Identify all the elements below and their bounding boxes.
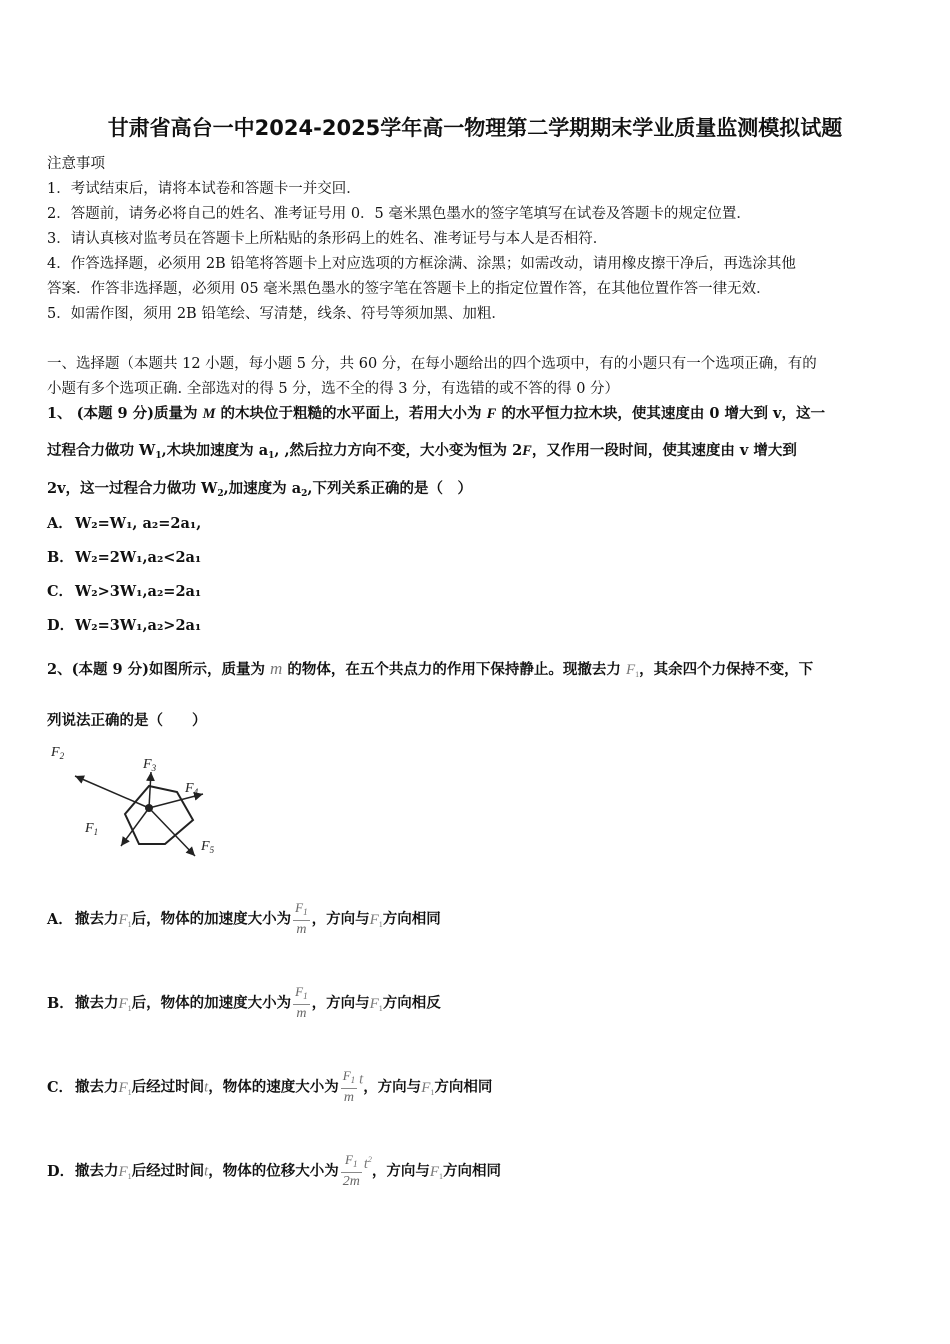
page-title: 甘肃省高台一中2024-2025学年高一物理第二学期期末学业质量监测模拟试题 — [107, 116, 843, 140]
option-text: 后经过时间 — [131, 1078, 205, 1096]
f4-label: $F_4$ — [185, 781, 199, 797]
notice-item: 5．如需作图，须用 2B 铅笔绘、写清楚，线条、符号等须加黑、加粗． — [47, 306, 506, 322]
option-text: ，物体的位移大小为 — [208, 1162, 339, 1180]
fraction-f1-over-2m: $\frac{F_1}{2m}$ — [342, 1152, 360, 1189]
q2-option-a[interactable] — [47, 900, 441, 939]
option-text: 撤去力 — [75, 1078, 119, 1096]
notice-item: 3．请认真核对监考员在答题卡上所粘贴的条形码上的姓名、准考证号与本人是否相符． — [47, 231, 608, 247]
q2-text: 的物体，在五个共点力的作用下保持静止。现撤去力 — [282, 661, 626, 678]
f3-label: $F_3$ — [143, 757, 157, 773]
f5-arrow — [149, 808, 195, 856]
f1-symbol: $F_1$ — [369, 911, 383, 929]
f3-arrow — [149, 772, 151, 808]
option-text: W₂>3W₁,a₂=2a₁ — [75, 583, 202, 600]
q1-line1 — [47, 402, 825, 423]
q1-text: , ,然后拉力方向不变，大小变为恒为 2 — [274, 442, 523, 459]
notice-heading: 注意事项 — [47, 156, 105, 172]
f1-symbol: $F_1$ — [118, 911, 132, 929]
f1-symbol: $F_1$ — [625, 662, 640, 679]
q2-option-b[interactable] — [47, 984, 441, 1023]
fraction-f1-over-m: $\frac{F_1}{m}$ — [295, 900, 308, 937]
t-symbol: t — [204, 1163, 209, 1180]
option-text: W₂=2W₁,a₂<2a₁ — [75, 549, 202, 566]
q1-mass-symbol: M — [202, 406, 216, 422]
option-text: 方向相反 — [382, 994, 441, 1012]
option-text: ，物体的速度大小为 — [208, 1078, 339, 1096]
f1-symbol: $F_1$ — [118, 995, 132, 1013]
option-text: ，方向与 — [311, 994, 370, 1012]
fraction-f1-over-m: $\frac{F_1}{m}$ — [342, 1068, 356, 1105]
q1-option-b[interactable] — [47, 546, 201, 567]
f1-symbol: $F_1$ — [429, 1163, 444, 1181]
f5-label: $F_5$ — [201, 839, 215, 855]
option-label: A． — [47, 910, 73, 928]
fraction-f1-over-m: $\frac{F_1}{m}$ — [295, 984, 308, 1021]
option-label: B． — [47, 994, 74, 1012]
q2-line2: 列说法正确的是（ ） — [47, 712, 207, 729]
notice-item: 1．考试结束后，请将本试卷和答题卡一并交回． — [47, 181, 361, 197]
option-text: W₂=W₁, a₂=2a₁, — [75, 515, 202, 532]
q1-option-d[interactable] — [47, 614, 201, 635]
q2-line1 — [47, 658, 813, 679]
f2-arrow — [75, 776, 149, 808]
q1-text: 的水平恒力拉木块，使其速度由 0 增大到 v，这一 — [496, 405, 825, 422]
option-label: D． — [47, 617, 75, 634]
q1-text: 过程合力做功 W — [47, 442, 156, 459]
q1-text: ,木块加速度为 a — [161, 442, 269, 459]
option-text: 后，物体的加速度大小为 — [131, 994, 292, 1012]
f2-label: $F_2$ — [51, 745, 65, 761]
object-pentagon — [125, 786, 193, 844]
notice-item: 2．答题前，请务必将自己的姓名、准考证号用 0．5 毫米黑色墨水的签字笔填写在试卷及答题卡的规定位置． — [47, 206, 751, 222]
option-text: ，方向与 — [311, 910, 370, 928]
q1-text: 2v，这一过程合力做功 W — [47, 480, 218, 497]
option-label: B． — [47, 549, 74, 566]
force-diagram — [45, 742, 225, 862]
q1-text: ,下列关系正确的是（ ） — [307, 480, 472, 497]
q2-option-c[interactable] — [47, 1068, 492, 1107]
section-intro-cont: 小题有多个选项正确. 全部选对的得 5 分，选不全的得 3 分，有选错的或不答的得 0 分） — [47, 381, 620, 397]
q1-force-symbol: F — [522, 443, 532, 459]
option-text: ，方向与 — [363, 1078, 422, 1096]
option-label: A． — [47, 515, 73, 532]
option-text: 撤去力 — [75, 1162, 119, 1180]
option-text: 后经过时间 — [131, 1162, 205, 1180]
t-symbol: t — [204, 1079, 209, 1096]
option-label: C． — [47, 583, 74, 600]
f1-symbol: $F_1$ — [369, 995, 383, 1013]
t-symbol: t — [359, 1071, 364, 1088]
q2-text: ，其余四个力保持不变，下 — [639, 661, 814, 678]
q1-text: 的木块位于粗糙的水平面上，若用大小为 — [215, 405, 487, 422]
f1-symbol: $F_1$ — [118, 1079, 132, 1097]
section-intro: 一、选择题（本题共 12 小题，每小题 5 分，共 60 分，在每小题给出的四个选项中，有的小题只有一个选项正确，有的 — [47, 356, 817, 372]
f1-label: $F_1$ — [85, 821, 99, 837]
notice-item: 答案．作答非选择题，必须用 05 毫米黑色墨水的签字笔在答题卡上的指定位置作答，在其他位置作答一律无效． — [47, 281, 771, 297]
f1-symbol: $F_1$ — [118, 1163, 132, 1181]
option-text: 撤去力 — [75, 910, 119, 928]
q1-force-symbol: F — [486, 406, 497, 422]
option-label: C． — [47, 1078, 74, 1096]
q2-option-d[interactable] — [47, 1152, 501, 1191]
q1-option-a[interactable] — [47, 512, 201, 533]
q1-line3: 2v，这一过程合力做功 $W_2$,加速度为 $a_2$,下列关系正确的是（ ） — [47, 480, 472, 499]
option-text: 方向相同 — [443, 1162, 502, 1180]
q1-line2: 过程合力做功 $W_1$,木块加速度为 $a_1$, ,然后拉力方向不变，大小变为恒为 2F，又作用一段时间，使其速度由 v 增大到 — [47, 442, 797, 461]
t-squared: $t^2$ — [363, 1154, 372, 1172]
q1-option-c[interactable] — [47, 580, 201, 601]
option-text: 后，物体的加速度大小为 — [131, 910, 292, 928]
option-label: D． — [47, 1162, 75, 1180]
option-text: W₂=3W₁,a₂>2a₁ — [75, 617, 202, 634]
q1-text: ，又作用一段时间，使其速度由 v 增大到 — [531, 442, 797, 459]
option-text: ，方向与 — [371, 1162, 430, 1180]
option-text: 方向相同 — [434, 1078, 493, 1096]
option-text: 方向相同 — [382, 910, 441, 928]
q1-text: 1、 (本题 9 分)质量为 — [47, 405, 203, 422]
option-text: 撤去力 — [75, 994, 119, 1012]
q1-text: ,加速度为 a — [223, 480, 302, 497]
q2-text: 2、(本题 9 分)如图所示，质量为 — [47, 661, 271, 678]
q2-mass-symbol: m — [270, 659, 283, 678]
notice-item: 4．作答选择题，必须用 2B 铅笔将答题卡上对应选项的方框涂满、涂黑；如需改动，请用橡皮擦干净后，再选涂其他 — [47, 256, 796, 272]
f1-symbol: $F_1$ — [421, 1079, 435, 1097]
